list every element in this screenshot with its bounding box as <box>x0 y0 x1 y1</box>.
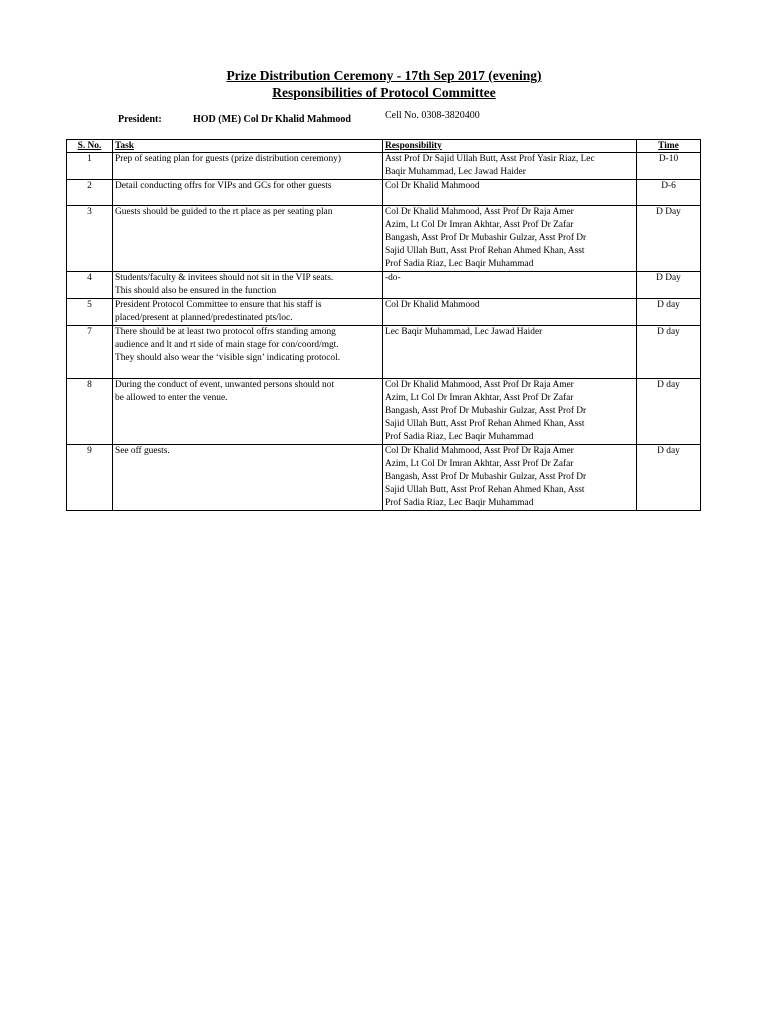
responsibility-line: Bangash, Asst Prof Dr Mubashir Gulzar, Asst Prof Dr <box>385 472 587 482</box>
table-body <box>67 153 701 511</box>
cell-sno: 9 <box>67 445 113 511</box>
president-name: HOD (ME) Col Dr Khalid Mahmood <box>193 114 351 125</box>
cell-task <box>113 180 383 206</box>
responsibility-line: Col Dr Khalid Mahmood, Asst Prof Dr Raja Amer <box>385 380 574 390</box>
cell-sno: 8 <box>67 379 113 445</box>
task-line: They should also wear the ‘visible sign’ indicating protocol. <box>115 353 341 363</box>
task-line: audience and lt and rt side of main stage for con/coord/mgt. <box>115 340 339 350</box>
cell-responsibility <box>383 180 637 206</box>
responsibility-line: Col Dr Khalid Mahmood <box>385 181 480 191</box>
cell-time: D Day <box>637 206 701 272</box>
task-line: Prep of seating plan for guests (prize distribution ceremony) <box>115 154 341 164</box>
cell-task <box>113 299 383 326</box>
table-row <box>67 299 701 326</box>
cell-time: D day <box>637 379 701 445</box>
responsibility-line: Prof Sadia Riaz, Lec Baqir Muhammad <box>385 498 534 508</box>
responsibility-line: Col Dr Khalid Mahmood <box>385 300 480 310</box>
cell-sno: 2 <box>67 180 113 206</box>
task-line: Students/faculty & invitees should not sit in the VIP seats. <box>115 273 334 283</box>
president-label: President: <box>118 114 162 125</box>
table-row <box>67 180 701 206</box>
task-line: See off guests. <box>115 446 170 456</box>
cell-time: D day <box>637 299 701 326</box>
cell-time: D day <box>637 445 701 511</box>
cell-responsibility <box>383 379 637 445</box>
responsibility-line: Sajid Ullah Butt, Asst Prof Rehan Ahmed Khan, Asst <box>385 485 585 495</box>
president-row <box>0 112 768 128</box>
cell-responsibility <box>383 326 637 379</box>
task-line: be allowed to enter the venue. <box>115 393 228 403</box>
president-cell-number: Cell No. 0308-3820400 <box>385 110 480 121</box>
table-row <box>67 326 701 379</box>
responsibility-line: Bangash, Asst Prof Dr Mubashir Gulzar, Asst Prof Dr <box>385 233 587 243</box>
responsibility-line: Azim, Lt Col Dr Imran Akhtar, Asst Prof Dr Zafar <box>385 459 574 469</box>
task-line: Guests should be guided to the rt place as per seating plan <box>115 207 333 217</box>
column-header-responsibility: Responsibility <box>383 140 637 153</box>
responsibilities-table <box>66 139 701 511</box>
cell-sno: 5 <box>67 299 113 326</box>
column-header-sno: S. No. <box>67 140 113 153</box>
table-row <box>67 153 701 180</box>
responsibility-line: -do- <box>385 273 401 283</box>
cell-responsibility <box>383 272 637 299</box>
column-header-task: Task <box>113 140 383 153</box>
cell-sno: 3 <box>67 206 113 272</box>
responsibility-line: Asst Prof Dr Sajid Ullah Butt, Asst Prof Yasir Riaz, Lec <box>385 154 595 164</box>
cell-task <box>113 206 383 272</box>
table-row <box>67 206 701 272</box>
cell-task <box>113 445 383 511</box>
responsibility-line: Bangash, Asst Prof Dr Mubashir Gulzar, Asst Prof Dr <box>385 406 587 416</box>
cell-responsibility <box>383 153 637 180</box>
cell-sno: 4 <box>67 272 113 299</box>
responsibility-line: Prof Sadia Riaz, Lec Baqir Muhammad <box>385 259 534 269</box>
responsibility-line: Col Dr Khalid Mahmood, Asst Prof Dr Raja Amer <box>385 446 574 456</box>
task-line: There should be at least two protocol offrs standing among <box>115 327 336 337</box>
responsibility-line: Azim, Lt Col Dr Imran Akhtar, Asst Prof Dr Zafar <box>385 393 574 403</box>
responsibility-line: Col Dr Khalid Mahmood, Asst Prof Dr Raja Amer <box>385 207 574 217</box>
task-line: During the conduct of event, unwanted persons should not <box>115 380 334 390</box>
task-line: Detail conducting offrs for VIPs and GCs for other guests <box>115 181 332 191</box>
cell-task <box>113 272 383 299</box>
cell-time: D-10 <box>637 153 701 180</box>
task-line: placed/present at planned/predestinated pts/loc. <box>115 313 293 323</box>
cell-time: D day <box>637 326 701 379</box>
cell-time: D Day <box>637 272 701 299</box>
cell-sno: 7 <box>67 326 113 379</box>
task-line: President Protocol Committee to ensure that his staff is <box>115 300 322 310</box>
document-title: Prize Distribution Ceremony - 17th Sep 2017 (evening) <box>226 68 542 83</box>
responsibility-line: Lec Baqir Muhammad, Lec Jawad Haider <box>385 327 543 337</box>
responsibility-line: Sajid Ullah Butt, Asst Prof Rehan Ahmed Khan, Asst <box>385 246 585 256</box>
responsibility-line: Sajid Ullah Butt, Asst Prof Rehan Ahmed Khan, Asst <box>385 419 585 429</box>
column-header-time: Time <box>637 140 701 153</box>
cell-responsibility <box>383 299 637 326</box>
document-subtitle: Responsibilities of Protocol Committee <box>272 85 496 100</box>
cell-time: D-6 <box>637 180 701 206</box>
table-row <box>67 272 701 299</box>
cell-sno: 1 <box>67 153 113 180</box>
task-line: This should also be ensured in the function <box>115 286 277 296</box>
responsibility-line: Prof Sadia Riaz, Lec Baqir Muhammad <box>385 432 534 442</box>
table-header-row <box>67 140 701 153</box>
responsibility-line: Azim, Lt Col Dr Imran Akhtar, Asst Prof Dr Zafar <box>385 220 574 230</box>
cell-responsibility <box>383 445 637 511</box>
table-row <box>67 379 701 445</box>
cell-task <box>113 379 383 445</box>
cell-task <box>113 326 383 379</box>
responsibility-line: Baqir Muhammad, Lec Jawad Haider <box>385 167 526 177</box>
cell-responsibility <box>383 206 637 272</box>
cell-task <box>113 153 383 180</box>
table-row <box>67 445 701 511</box>
